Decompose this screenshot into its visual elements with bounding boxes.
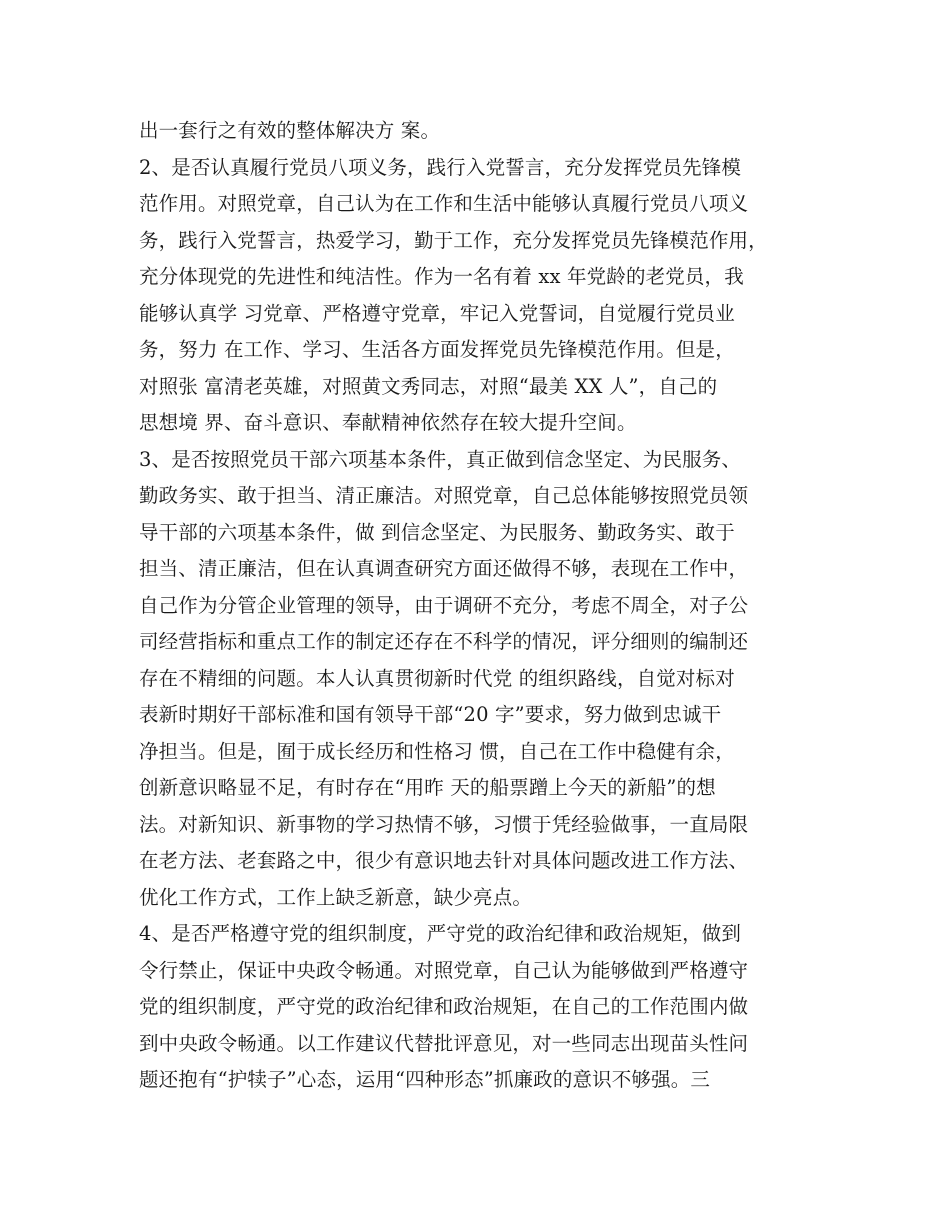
text-line: 务，践行入党誓言，热爱学习，勤于工作，充分发挥党员先锋模范作用， xyxy=(139,228,768,252)
text-line: 司经营指标和重点工作的制定还存在不科学的情况，评分细则的编制还 xyxy=(139,630,749,653)
text-line: 法。对新知识、新事物的学习热情不够，习惯于凭经验做事，一直局限 xyxy=(139,812,749,836)
text-line: 对照张 富清老英雄，对照黄文秀同志，对照“最美 XX 人”，自己的 xyxy=(139,374,718,398)
text-line: 到中央政令畅通。以工作建议代替批评意见，对一些同志出现苗头性问 xyxy=(139,1031,749,1055)
text-line: 自己作为分管企业管理的领导，由于调研不充分，考虑不周全，对子公 xyxy=(139,593,749,617)
text-line: 出一套行之有效的整体解决方 案。 xyxy=(139,119,441,142)
text-line: 能够认真学 习党章、严格遵守党章，牢记入党誓词，自觉履行党员业 xyxy=(139,301,735,325)
text-line: 题还抱有“护犊子”心态，运用“四种形态”抓廉政的意识不够强。三 xyxy=(139,1068,711,1091)
text-line: 表新时期好干部标准和国有领导干部“20 字”要求，努力做到忠诚干 xyxy=(139,703,722,726)
text-line: 思想境 界、奋斗意识、奉献精神依然存在较大提升空间。 xyxy=(139,411,637,434)
text-line: 2、是否认真履行党员八项义务，践行入党誓言，充分发挥党员先锋模 xyxy=(139,155,742,179)
text-line: 勤政务实、敢于担当、清正廉洁。对照党章，自己总体能够按照党员领 xyxy=(139,484,749,507)
text-line: 净担当。但是，囿于成长经历和性格习 惯，自己在工作中稳健有余， xyxy=(139,739,735,763)
text-line: 创新意识略显不足，有时存在“用昨 天的船票蹭上今天的新船”的想 xyxy=(139,776,716,799)
text-line: 担当、清正廉洁，但在认真调查研究方面还做得不够，表现在工作中， xyxy=(139,557,749,580)
text-line: 3、是否按照党员干部六项基本条件，真正做到信念坚定、为民服务、 xyxy=(139,447,742,471)
text-line: 范作用。对照党章，自己认为在工作和生活中能够认真履行党员八项义 xyxy=(139,192,749,215)
text-line: 优化工作方式，工作上缺乏新意，缺少亮点。 xyxy=(139,885,533,909)
text-line: 令行禁止，保证中央政令畅通。对照党章，自己认为能够做到严格遵守 xyxy=(139,958,749,982)
text-line: 存在不精细的问题。本人认真贯彻新时代党 的组织路线，自觉对标对 xyxy=(139,666,735,690)
text-line: 党的组织制度，严守党的政治纪律和政治规矩，在自己的工作范围内做 xyxy=(139,995,749,1018)
text-line: 导干部的六项基本条件，做 到信念坚定、为民服务、勤政务实、敢于 xyxy=(139,520,735,544)
text-line: 务，努力 在工作、学习、生活各方面发挥党员先锋模范作用。但是， xyxy=(139,338,735,361)
document-body xyxy=(139,113,829,1099)
text-line: 充分体现党的先进性和纯洁性。作为一名有着 xx 年党龄的老党员，我 xyxy=(139,265,744,288)
text-line: 在老方法、老套路之中，很少有意识地去针对具体问题改进工作方法、 xyxy=(139,849,749,872)
text-line: 4、是否严格遵守党的组织制度，严守党的政治纪律和政治规矩，做到 xyxy=(139,922,742,945)
